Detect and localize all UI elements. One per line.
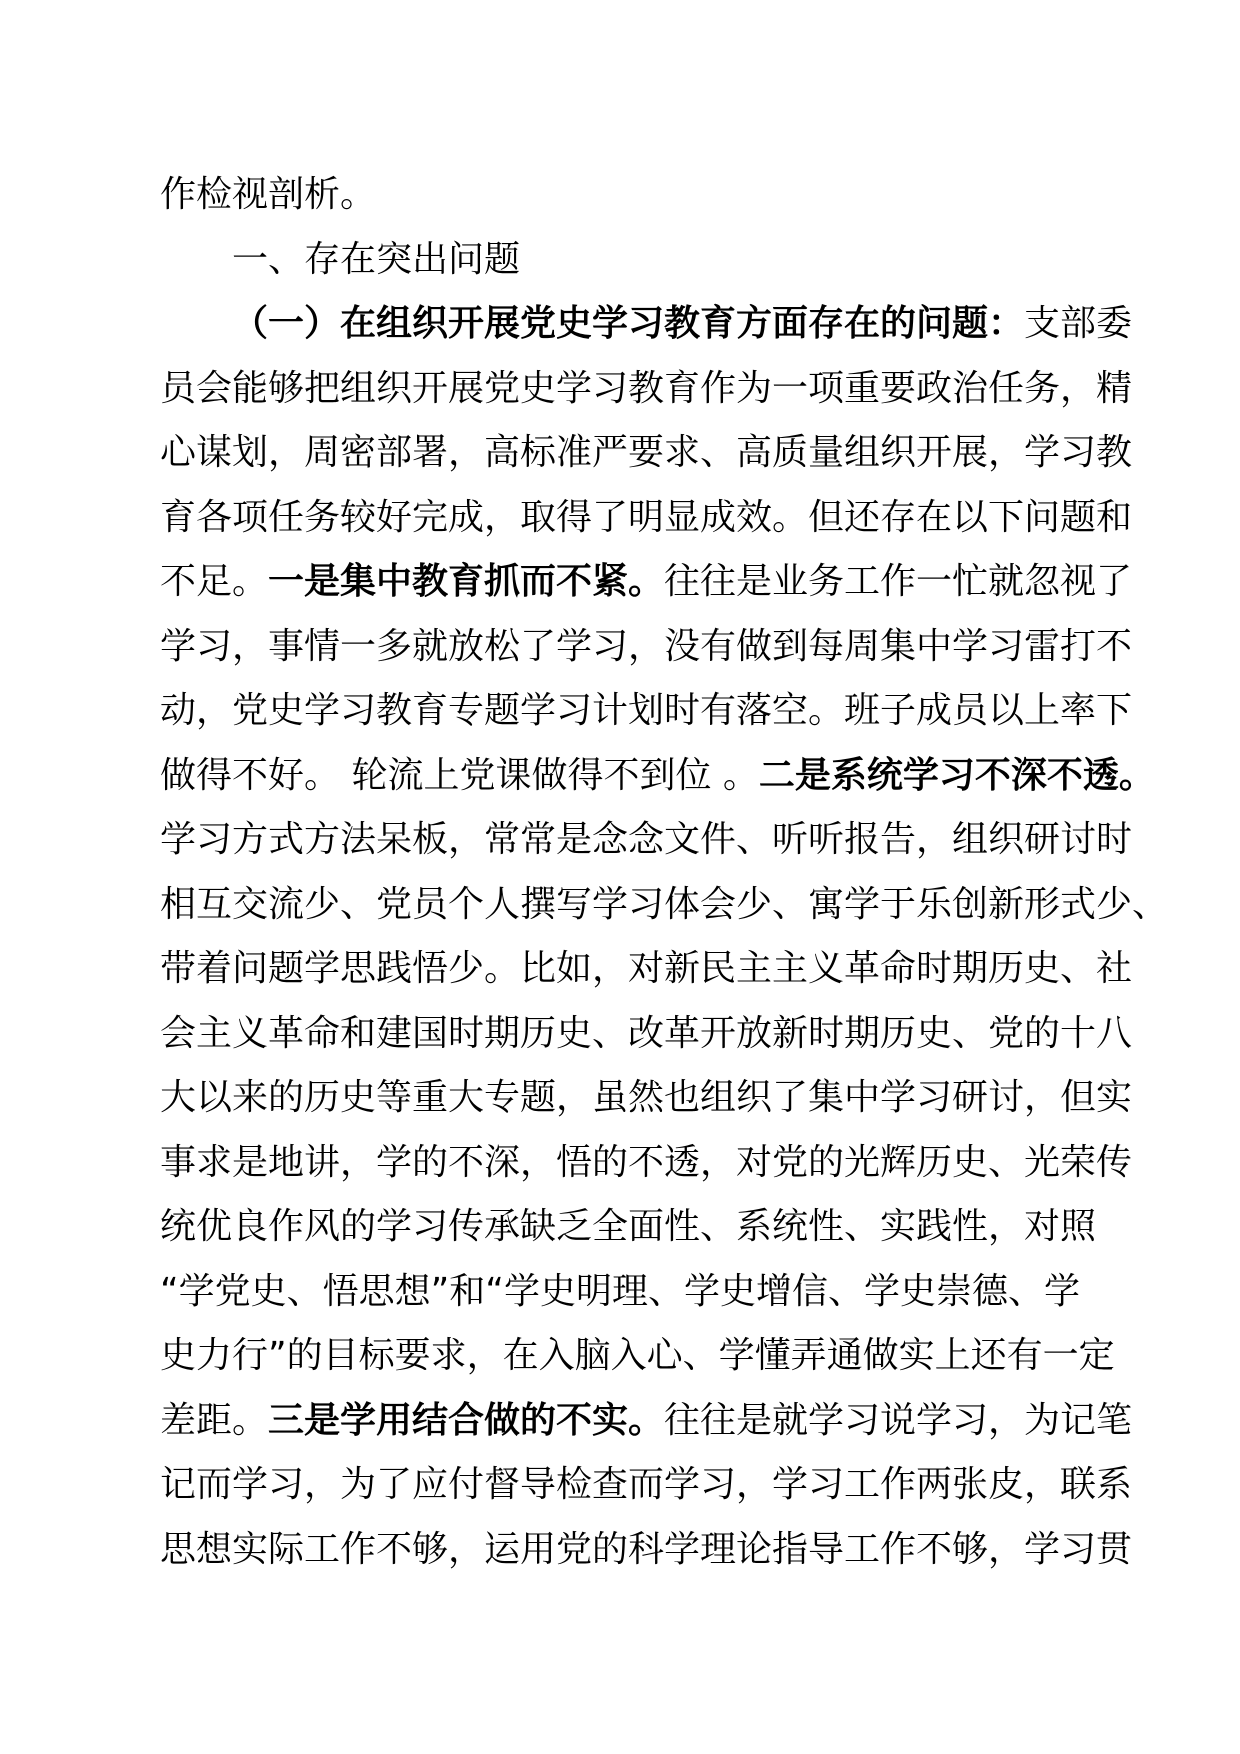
text-run: 支部委 (1024, 303, 1133, 344)
text-run: 育各项任务较好完成，取得了明显成效。但还存在以下问题和 (160, 496, 1133, 538)
bold-point-heading: 三是学用结合做的不实。 (268, 1399, 665, 1441)
text-run: 一、存在突出问题 (232, 238, 521, 280)
text-line (160, 1066, 1133, 1131)
text-line (160, 163, 1120, 228)
text-run: 员会能够把组织开展党史学习教育作为一项重要政治任务，精 (160, 367, 1133, 409)
text-line (160, 873, 1169, 938)
text-run: 学习方式方法呆板，常常是念念文件、听听报告，组织研讨时 (160, 819, 1133, 860)
text-run: 思想实际工作不够，运用党的科学理论指导工作不够，学习贯 (160, 1528, 1133, 1570)
text-run: 动，党史学习教育专题学习计划时有落空。班子成员以上率下 (160, 690, 1133, 731)
subsection-heading: （一）在组织开展党史学习教育方面存在的问题： (232, 303, 1025, 344)
text-run: 记而学习，为了应付督导检查而学习，学习工作两张皮，联系 (160, 1464, 1133, 1505)
text-line (160, 1002, 1133, 1067)
bold-point-heading: 一是集中教育抓而不紧。 (268, 561, 665, 602)
text-line (160, 1453, 1133, 1518)
text-line (160, 1195, 1120, 1260)
subsection-line (160, 292, 1133, 357)
text-run: 事求是地讲，学的不深，悟的不透，对党的光辉历史、光荣传 (160, 1141, 1133, 1183)
document-body (160, 163, 1169, 1582)
text-line (160, 550, 1133, 615)
text-line (160, 1131, 1133, 1196)
text-line (160, 1260, 1120, 1325)
text-line (160, 937, 1133, 1002)
text-line (160, 679, 1133, 744)
text-run: 相互交流少、党员个人撰写学习体会少、寓学于乐创新形式少、 (160, 883, 1169, 925)
text-line (160, 808, 1133, 873)
text-run: 带着问题学思践悟少。比如，对新民主主义革命时期历史、社 (160, 948, 1133, 989)
text-run: 不足。 (160, 561, 269, 602)
text-line (160, 1389, 1133, 1454)
text-run: 学习，事情一多就放松了学习，没有做到每周集中学习雷打不 (160, 625, 1133, 667)
text-run: 做得不好。 轮流上党课做得不到位 。 (160, 754, 759, 796)
text-line (160, 744, 1155, 809)
section-heading (160, 228, 1120, 293)
text-run: 往往是就学习说学习，为记笔 (664, 1399, 1133, 1441)
text-run: 统优良作风的学习传承缺乏全面性、系统性、实践性，对照 (160, 1206, 1097, 1247)
bold-point-heading: 二是系统学习不深不透。 (758, 754, 1155, 796)
text-line (160, 486, 1133, 551)
text-run: 作检视剖析。 (160, 174, 377, 215)
text-run: 差距。 (160, 1399, 269, 1441)
text-line (160, 357, 1133, 422)
text-run: 会主义革命和建国时期历史、改革开放新时期历史、党的十八 (160, 1012, 1133, 1054)
text-run: 心谋划，周密部署，高标准严要求、高质量组织开展，学习教 (160, 432, 1133, 473)
text-line (160, 615, 1133, 680)
text-line (160, 421, 1133, 486)
text-run: 史力行”的目标要求，在入脑入心、学懂弄通做实上还有一定 (160, 1335, 1115, 1376)
text-run: 往往是业务工作一忙就忽视了 (664, 561, 1133, 602)
text-line (160, 1324, 1120, 1389)
text-line (160, 1518, 1133, 1583)
text-run: 大以来的历史等重大专题，虽然也组织了集中学习研讨，但实 (160, 1077, 1133, 1118)
text-run: “学党史、悟思想”和“学史明理、学史增信、学史崇德、学 (160, 1270, 1080, 1312)
